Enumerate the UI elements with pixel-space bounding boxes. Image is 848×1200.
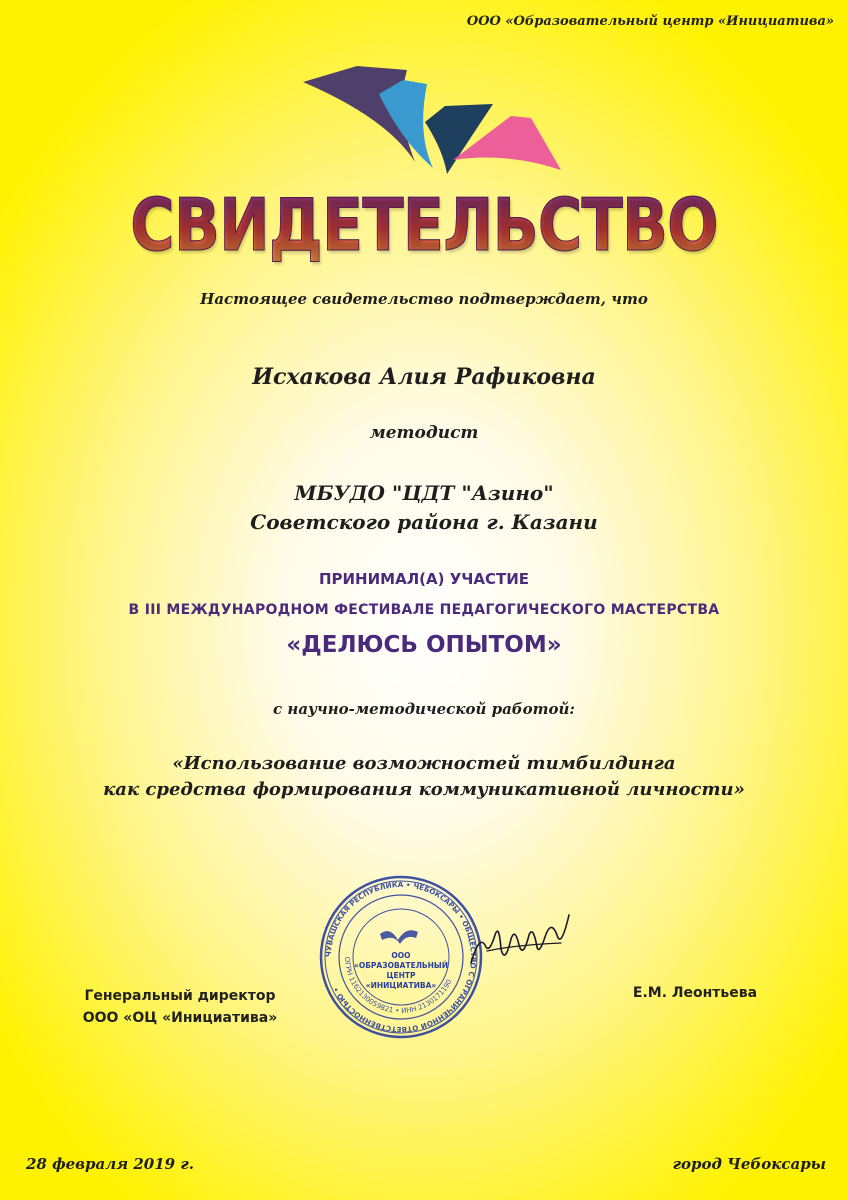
stamp-ogrn-text: ОГРН 1162130059821 • ИНН 2130171190 (342, 956, 454, 1016)
director-title-line1: Генеральный директор (84, 988, 276, 1004)
stamp-center-line4: «ИНИЦИАТИВА» (365, 981, 437, 990)
round-seal-icon (318, 874, 484, 1040)
stamp-center-line2: «ОБРАЗОВАТЕЛЬНЫЙ (354, 961, 448, 970)
work-label: с научно-методической работой: (273, 700, 575, 718)
participation-text: ПРИНИМАЛ(А) УЧАСТИЕ (318, 570, 530, 588)
stamp-center-line3: ЦЕНТР (386, 971, 416, 980)
director-block (30, 985, 330, 1029)
signer-name: Е.М. Леонтьева (632, 985, 758, 1001)
recipient-organization-line2: Советского района г. Казани (250, 510, 598, 534)
work-title-line2: как средства формирования коммуникативной личности» (103, 779, 745, 800)
work-title-line1: «Использование возможностей тимбилдинга (172, 753, 676, 774)
issue-date: 28 февраля 2019 г. (26, 1155, 194, 1173)
signature-icon (465, 905, 575, 975)
certificate-subtitle: Настоящее свидетельство подтверждает, что (200, 290, 648, 308)
certificate-title: СВИДЕТЕЛЬСТВО (68, 183, 780, 267)
director-title-line2: ООО «ОЦ «Инициатива» (82, 1010, 278, 1026)
issue-city: город Чебоксары (672, 1155, 826, 1173)
stamp-ring-text: ЧУВАШСКАЯ РЕСПУБЛИКА • ЧЕБОКСАРЫ • ОБЩЕСТВО С ОГРАНИЧЕННОЙ ОТВЕТСТВЕННОСТЬЮ • (323, 879, 479, 1035)
book-pages-icon (295, 60, 565, 185)
festival-text: В III МЕЖДУНАРОДНОМ ФЕСТИВАЛЕ ПЕДАГОГИЧЕСКОГО МАСТЕРСТВА (128, 602, 720, 618)
stamp-center-line1: ООО (391, 951, 411, 960)
header-organization: ООО «Образовательный центр «Инициатива» (466, 14, 834, 29)
festival-name: «ДЕЛЮСЬ ОПЫТОМ» (286, 632, 562, 658)
recipient-name: Исхакова Алия Рафиковна (252, 364, 596, 390)
recipient-organization-line1: МБУДО "ЦДТ "Азино" (294, 481, 554, 505)
recipient-position: методист (369, 423, 479, 443)
